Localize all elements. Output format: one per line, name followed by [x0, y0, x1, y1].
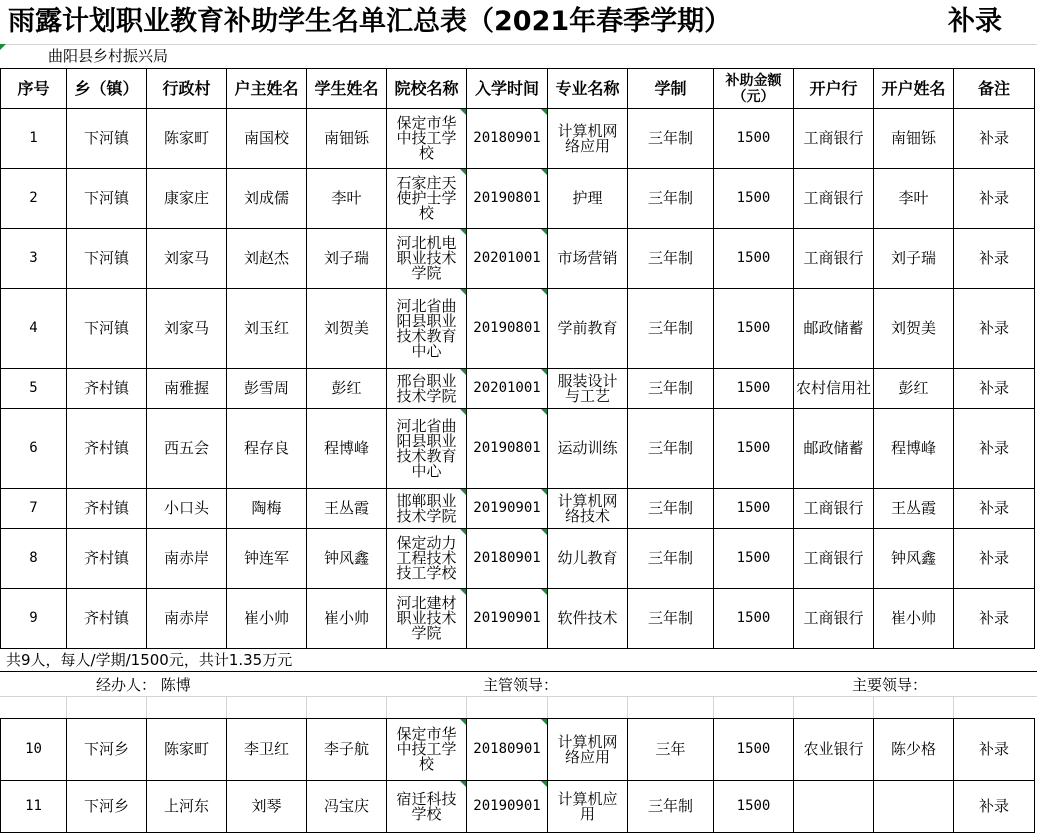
gridline — [953, 696, 954, 718]
table-header-row — [1, 69, 1035, 109]
text-format-marker — [460, 781, 466, 787]
text-format-marker — [541, 229, 547, 235]
cell-town[interactable]: 下河乡 — [67, 781, 147, 833]
cell-bank[interactable]: 农业银行 — [794, 719, 874, 781]
header-student-name: 学生姓名 — [307, 69, 387, 109]
cell-line: 学校 — [411, 804, 442, 823]
cell-village[interactable]: 陈家町 — [147, 719, 227, 781]
cell-household-head[interactable]: 南国校 — [227, 109, 307, 169]
cell-account-name[interactable]: 崔小帅 — [874, 589, 954, 649]
cell-line: 中心 — [411, 461, 442, 480]
cell-line: 使护士学 — [396, 189, 457, 207]
cell-enroll-date[interactable]: 20190801 — [467, 409, 548, 489]
cell-major[interactable] — [548, 169, 628, 229]
cell-town[interactable]: 齐村镇 — [67, 369, 147, 409]
cell-village[interactable]: 康家庄 — [147, 169, 227, 229]
cell-school-name[interactable] — [387, 529, 467, 589]
cell-line: 络应用 — [564, 747, 610, 766]
cell-school-name[interactable] — [387, 589, 467, 649]
cell-school-name[interactable] — [387, 289, 467, 369]
cell-line: 技术教育 — [396, 446, 457, 465]
cell-major[interactable] — [548, 589, 628, 649]
cell-remark[interactable]: 补录 — [954, 589, 1035, 649]
table-row — [1, 369, 1035, 409]
gridline — [547, 696, 548, 718]
table-row — [1, 169, 1035, 229]
cell-serial-no[interactable]: 11 — [1, 781, 67, 833]
cell-enroll-date[interactable]: 20201001 — [467, 369, 548, 409]
cell-line: 工程技术 — [396, 549, 457, 567]
cell-line: 护理 — [572, 189, 603, 207]
cell-student-name[interactable]: 刘贺美 — [307, 289, 387, 369]
cell-line: 技术学院 — [396, 506, 457, 525]
cell-line: 职业技术 — [396, 249, 457, 267]
cell-account-name[interactable]: 李叶 — [874, 169, 954, 229]
cell-subsidy-amount[interactable]: 1500 — [714, 489, 794, 529]
cell-remark[interactable]: 补录 — [954, 719, 1035, 781]
cell-school-name[interactable] — [387, 781, 467, 833]
cell-program-length[interactable]: 三年制 — [628, 109, 714, 169]
cell-program-length[interactable]: 三年制 — [628, 169, 714, 229]
cell-village[interactable]: 南赤岸 — [147, 529, 227, 589]
cell-household-head[interactable]: 彭雪周 — [227, 369, 307, 409]
cell-household-head[interactable]: 钟连军 — [227, 529, 307, 589]
header-town: 乡（镇） — [67, 69, 147, 109]
header-subsidy-amount — [714, 69, 794, 109]
cell-line: 保定市华 — [396, 114, 457, 132]
cell-serial-no[interactable]: 6 — [1, 409, 67, 489]
cell-serial-no[interactable]: 4 — [1, 289, 67, 369]
cell-town[interactable]: 齐村镇 — [67, 409, 147, 489]
cell-school-name[interactable] — [387, 229, 467, 289]
text-format-marker — [460, 589, 466, 595]
cell-subsidy-amount[interactable]: 1500 — [714, 529, 794, 589]
cell-subsidy-amount[interactable]: 1500 — [714, 589, 794, 649]
cell-line: 保定动力 — [396, 534, 457, 552]
cell-enroll-date[interactable]: 20190901 — [467, 489, 548, 529]
cell-account-name[interactable]: 钟风鑫 — [874, 529, 954, 589]
cell-student-name[interactable]: 李叶 — [307, 169, 387, 229]
cell-line: 与工艺 — [564, 386, 610, 405]
cell-student-name[interactable]: 钟风鑫 — [307, 529, 387, 589]
cell-program-length[interactable]: 三年制 — [628, 489, 714, 529]
cell-program-length[interactable]: 三年 — [628, 719, 714, 781]
cell-enroll-date[interactable]: 20180901 — [467, 109, 548, 169]
cell-enroll-date[interactable]: 20190901 — [467, 589, 548, 649]
cell-program-length[interactable]: 三年制 — [628, 409, 714, 489]
cell-line: 学前教育 — [557, 319, 618, 337]
cell-remark[interactable]: 补录 — [954, 169, 1035, 229]
cell-school-name[interactable] — [387, 489, 467, 529]
cell-line: 石家庄天 — [396, 174, 457, 192]
cell-school-name[interactable] — [387, 169, 467, 229]
cell-school-name[interactable] — [387, 109, 467, 169]
cell-town[interactable]: 下河镇 — [67, 229, 147, 289]
cell-village[interactable]: 小口头 — [147, 489, 227, 529]
cell-line: 中技工学 — [396, 740, 457, 758]
cell-subsidy-amount[interactable]: 1500 — [714, 109, 794, 169]
summary-text: 共9人，每人/学期/1500元，共计1.35万元 — [6, 651, 293, 669]
cell-village[interactable]: 上河东 — [147, 781, 227, 833]
cell-subsidy-amount[interactable]: 1500 — [714, 229, 794, 289]
comment-marker — [0, 44, 6, 50]
table-row — [1, 529, 1035, 589]
cell-serial-no[interactable]: 9 — [1, 589, 67, 649]
cell-remark[interactable]: 补录 — [954, 229, 1035, 289]
header-enroll-date: 入学时间 — [467, 69, 548, 109]
header-line: （元） — [732, 88, 775, 105]
header-household-head: 户主姓名 — [227, 69, 307, 109]
cell-bank[interactable] — [794, 781, 874, 833]
cell-line: 阳县职业 — [396, 311, 457, 330]
cell-line: 河北机电 — [396, 234, 457, 252]
cell-serial-no[interactable]: 5 — [1, 369, 67, 409]
cell-student-name[interactable]: 彭红 — [307, 369, 387, 409]
cell-major[interactable] — [548, 781, 628, 833]
cell-line: 保定市华 — [396, 725, 457, 743]
cell-bank[interactable]: 工商银行 — [794, 529, 874, 589]
cell-town[interactable]: 下河镇 — [67, 109, 147, 169]
cell-line: 校 — [418, 144, 434, 162]
cell-remark[interactable]: 补录 — [954, 369, 1035, 409]
cell-bank[interactable]: 工商银行 — [794, 109, 874, 169]
cell-student-name[interactable]: 冯宝庆 — [307, 781, 387, 833]
cell-subsidy-amount[interactable]: 1500 — [714, 169, 794, 229]
cell-account-name[interactable] — [874, 781, 954, 833]
table-row — [1, 109, 1035, 169]
handler-signature: 经办人： 陈博 — [96, 676, 191, 694]
cell-line: 学院 — [411, 624, 442, 642]
text-format-marker — [541, 719, 547, 725]
cell-line: 职业技术 — [396, 609, 457, 627]
gridline — [873, 696, 874, 718]
cell-student-name[interactable]: 程博峰 — [307, 409, 387, 489]
text-format-marker — [460, 109, 466, 115]
cell-enroll-date[interactable]: 20190801 — [467, 169, 548, 229]
text-format-marker — [460, 229, 466, 235]
cell-line: 阳县职业 — [396, 431, 457, 450]
cell-village[interactable]: 南赤岸 — [147, 589, 227, 649]
cell-line: 服装设计 — [557, 371, 618, 390]
text-format-marker — [460, 409, 466, 415]
cell-program-length[interactable]: 三年制 — [628, 229, 714, 289]
cell-subsidy-amount[interactable]: 1500 — [714, 289, 794, 369]
cell-major[interactable] — [548, 719, 628, 781]
cell-line: 软件技术 — [557, 609, 618, 627]
gridline — [226, 696, 227, 718]
header-school-name: 院校名称 — [387, 69, 467, 109]
cell-major[interactable] — [548, 489, 628, 529]
cell-account-name[interactable]: 刘子瑞 — [874, 229, 954, 289]
cell-enroll-date[interactable]: 20190801 — [467, 289, 548, 369]
gridline — [466, 696, 467, 718]
text-format-marker — [541, 409, 547, 415]
cell-remark[interactable]: 补录 — [954, 781, 1035, 833]
cell-serial-no[interactable]: 1 — [1, 109, 67, 169]
cell-major[interactable] — [548, 369, 628, 409]
text-format-marker — [460, 489, 466, 495]
cell-account-name[interactable]: 刘贺美 — [874, 289, 954, 369]
cell-line: 邯郸职业 — [396, 491, 457, 510]
text-format-marker — [460, 719, 466, 725]
cell-bank[interactable]: 农村信用社 — [794, 369, 874, 409]
header-major: 专业名称 — [548, 69, 628, 109]
table-row — [1, 781, 1035, 833]
cell-remark[interactable]: 补录 — [954, 489, 1035, 529]
cell-serial-no[interactable]: 10 — [1, 719, 67, 781]
supervisor-signature: 主管领导： — [483, 676, 559, 694]
cell-enroll-date[interactable]: 20180901 — [467, 529, 548, 589]
cell-town[interactable]: 齐村镇 — [67, 529, 147, 589]
cell-line: 市场营销 — [557, 249, 618, 267]
cell-line: 校 — [418, 755, 434, 773]
cell-student-name[interactable]: 刘子瑞 — [307, 229, 387, 289]
table-row — [1, 589, 1035, 649]
cell-bank[interactable]: 邮政储蓄 — [794, 409, 874, 489]
table-row — [1, 289, 1035, 369]
text-format-marker — [541, 589, 547, 595]
cell-line: 河北省曲 — [396, 296, 457, 315]
cell-household-head[interactable]: 陶梅 — [227, 489, 307, 529]
cell-subsidy-amount[interactable]: 1500 — [714, 781, 794, 833]
header-account-name: 开户姓名 — [874, 69, 954, 109]
cell-line: 宿迁科技 — [396, 789, 457, 808]
text-format-marker — [541, 529, 547, 535]
gridline — [793, 696, 794, 718]
cell-major[interactable] — [548, 529, 628, 589]
gridline — [627, 696, 628, 718]
cell-line: 中心 — [411, 341, 442, 360]
gridline — [0, 671, 1037, 672]
student-table — [0, 68, 1035, 649]
header-village: 行政村 — [147, 69, 227, 109]
cell-household-head[interactable]: 刘琴 — [227, 781, 307, 833]
cell-household-head[interactable]: 刘赵杰 — [227, 229, 307, 289]
cell-line: 幼儿教育 — [557, 549, 618, 567]
text-format-marker — [460, 369, 466, 375]
cell-line: 计算机应 — [557, 789, 618, 808]
cell-village[interactable]: 刘家马 — [147, 289, 227, 369]
text-format-marker — [541, 369, 547, 375]
cell-account-name[interactable]: 王丛霞 — [874, 489, 954, 529]
cell-line: 计算机网 — [557, 491, 618, 510]
cell-program-length[interactable]: 三年制 — [628, 589, 714, 649]
cell-serial-no[interactable]: 2 — [1, 169, 67, 229]
cell-major[interactable] — [548, 229, 628, 289]
table-row — [1, 409, 1035, 489]
cell-line: 计算机网 — [557, 121, 618, 140]
cell-town[interactable]: 下河镇 — [67, 169, 147, 229]
table-row — [1, 719, 1035, 781]
cell-serial-no[interactable]: 7 — [1, 489, 67, 529]
cell-school-name[interactable] — [387, 409, 467, 489]
gridline — [146, 696, 147, 718]
page-title: 雨露计划职业教育补助学生名单汇总表（2021年春季学期） — [8, 6, 732, 37]
cell-account-name[interactable]: 彭红 — [874, 369, 954, 409]
text-format-marker — [541, 169, 547, 175]
text-format-marker — [541, 289, 547, 295]
empty-row — [0, 696, 1037, 718]
cell-bank[interactable]: 工商银行 — [794, 489, 874, 529]
cell-major[interactable] — [548, 109, 628, 169]
cell-program-length[interactable]: 三年制 — [628, 781, 714, 833]
cell-subsidy-amount[interactable]: 1500 — [714, 369, 794, 409]
cell-line: 用 — [579, 804, 595, 823]
cell-subsidy-amount[interactable]: 1500 — [714, 409, 794, 489]
cell-enroll-date[interactable]: 20190901 — [467, 781, 548, 833]
cell-line: 技工学校 — [396, 564, 457, 582]
supplement-table — [0, 718, 1035, 833]
issuing-office: 曲阳县乡村振兴局 — [48, 47, 169, 65]
cell-student-name[interactable]: 王丛霞 — [307, 489, 387, 529]
cell-town[interactable]: 齐村镇 — [67, 489, 147, 529]
cell-school-name[interactable] — [387, 369, 467, 409]
cell-program-length[interactable]: 三年制 — [628, 529, 714, 589]
cell-line: 校 — [418, 204, 434, 222]
cell-line: 河北建材 — [396, 594, 457, 612]
header-remark: 备注 — [954, 69, 1035, 109]
summary-row — [0, 649, 1037, 671]
signature-row — [0, 674, 1037, 696]
cell-line: 河北省曲 — [396, 416, 457, 435]
cell-bank[interactable]: 工商银行 — [794, 229, 874, 289]
text-format-marker — [460, 169, 466, 175]
cell-line: 技术教育 — [396, 326, 457, 345]
cell-enroll-date[interactable]: 20201001 — [467, 229, 548, 289]
cell-line: 邢台职业 — [396, 371, 457, 390]
text-format-marker — [460, 529, 466, 535]
cell-line: 络应用 — [564, 136, 610, 155]
cell-account-name[interactable]: 程博峰 — [874, 409, 954, 489]
title-supplement-tag: 补录 — [948, 6, 1002, 37]
cell-subsidy-amount[interactable]: 1500 — [714, 719, 794, 781]
cell-household-head[interactable]: 刘成儒 — [227, 169, 307, 229]
cell-student-name[interactable]: 李子航 — [307, 719, 387, 781]
cell-household-head[interactable]: 崔小帅 — [227, 589, 307, 649]
header-serial-no: 序号 — [1, 69, 67, 109]
table-row — [1, 489, 1035, 529]
header-line: 补助金额 — [725, 72, 782, 89]
gridline — [713, 696, 714, 718]
cell-town[interactable]: 下河乡 — [67, 719, 147, 781]
cell-bank[interactable]: 工商银行 — [794, 589, 874, 649]
cell-serial-no[interactable]: 8 — [1, 529, 67, 589]
header-bank: 开户行 — [794, 69, 874, 109]
text-format-marker — [460, 289, 466, 295]
cell-bank[interactable]: 工商银行 — [794, 169, 874, 229]
leader-signature: 主要领导： — [852, 676, 928, 694]
cell-remark[interactable]: 补录 — [954, 409, 1035, 489]
cell-account-name[interactable]: 南钿铄 — [874, 109, 954, 169]
cell-line: 学院 — [411, 264, 442, 282]
cell-bank[interactable]: 邮政储蓄 — [794, 289, 874, 369]
cell-enroll-date[interactable]: 20180901 — [467, 719, 548, 781]
text-format-marker — [541, 109, 547, 115]
cell-remark[interactable]: 补录 — [954, 529, 1035, 589]
cell-line: 络技术 — [564, 506, 610, 525]
cell-village[interactable]: 南雅握 — [147, 369, 227, 409]
cell-household-head[interactable]: 程存良 — [227, 409, 307, 489]
cell-line: 中技工学 — [396, 129, 457, 147]
cell-major[interactable] — [548, 409, 628, 489]
cell-remark[interactable]: 补录 — [954, 109, 1035, 169]
sheet-title-row — [0, 0, 1037, 44]
header-program-length: 学制 — [628, 69, 714, 109]
cell-serial-no[interactable]: 3 — [1, 229, 67, 289]
cell-major[interactable] — [548, 289, 628, 369]
cell-student-name[interactable]: 崔小帅 — [307, 589, 387, 649]
table-row — [1, 229, 1035, 289]
cell-remark[interactable]: 补录 — [954, 289, 1035, 369]
cell-town[interactable]: 齐村镇 — [67, 589, 147, 649]
cell-household-head[interactable]: 李卫红 — [227, 719, 307, 781]
gridline — [386, 696, 387, 718]
cell-village[interactable]: 刘家马 — [147, 229, 227, 289]
cell-program-length[interactable]: 三年制 — [628, 289, 714, 369]
text-format-marker — [541, 489, 547, 495]
cell-village[interactable]: 陈家町 — [147, 109, 227, 169]
cell-line: 计算机网 — [557, 732, 618, 751]
gridline — [66, 696, 67, 718]
text-format-marker — [541, 781, 547, 787]
cell-account-name[interactable]: 陈少格 — [874, 719, 954, 781]
cell-student-name[interactable]: 南钿铄 — [307, 109, 387, 169]
cell-program-length[interactable]: 三年制 — [628, 369, 714, 409]
cell-school-name[interactable] — [387, 719, 467, 781]
gridline — [306, 696, 307, 718]
cell-village[interactable]: 西五会 — [147, 409, 227, 489]
cell-line: 技术学院 — [396, 386, 457, 405]
cell-household-head[interactable]: 刘玉红 — [227, 289, 307, 369]
cell-town[interactable]: 下河镇 — [67, 289, 147, 369]
cell-line: 运动训练 — [557, 439, 618, 457]
